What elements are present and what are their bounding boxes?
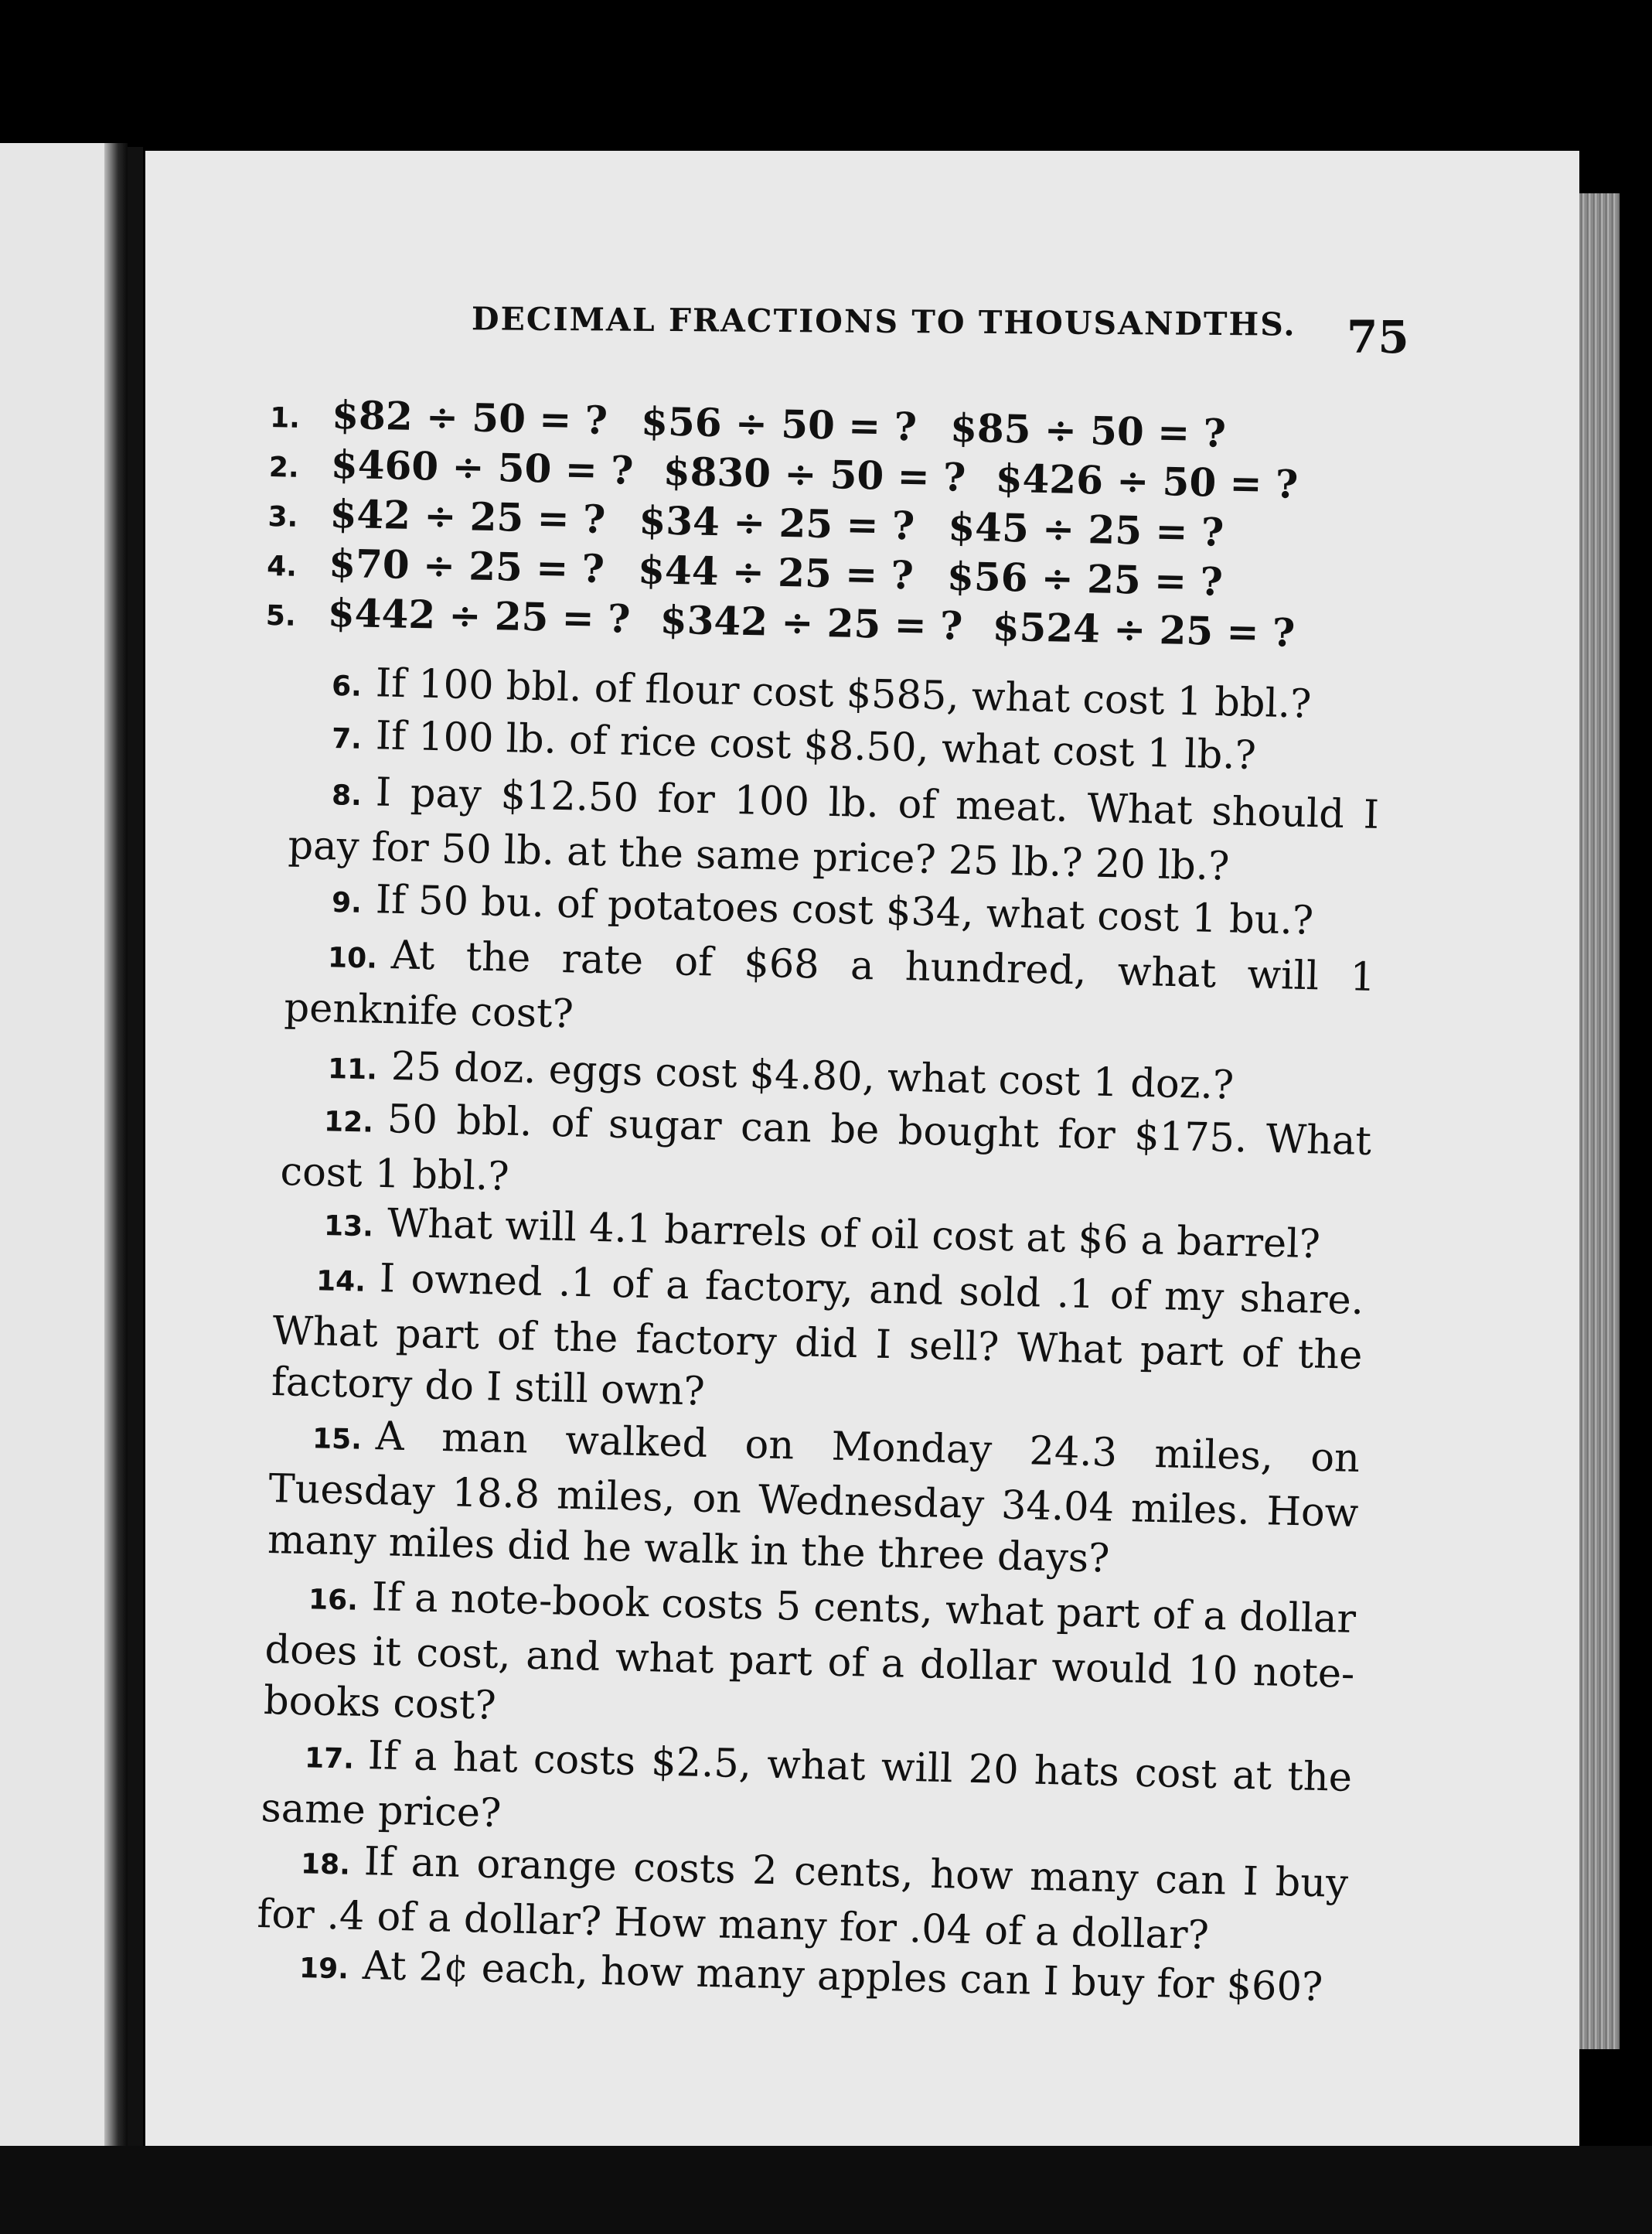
problem-number: 8. (331, 779, 363, 813)
division-expression: $85 ÷ 50 = ? (949, 404, 1227, 456)
division-expression: $56 ÷ 50 = ? (640, 398, 918, 450)
problem-number: 9. (331, 886, 363, 919)
problem-text: I pay $12.50 for 100 lb. of meat. What should I pay for 50 lb. at the same price? 25 lb.? 20 lb.? (287, 769, 1380, 890)
problem-number: 7. (331, 722, 363, 755)
problem-text: 50 bbl. of sugar can be bought for $175. What cost 1 bbl.? (279, 1097, 1372, 1200)
problem-text: If a note-book costs 5 cents, what part of a dollar does it cost, and what part of a dollar would 10 note-books cost? (263, 1574, 1357, 1729)
problem-number: 15. (312, 1423, 363, 1456)
problem-number: 6. (331, 670, 363, 703)
problem-number: 4. (266, 550, 298, 583)
running-head: DECIMAL FRACTIONS TO THOUSANDTHS. (471, 300, 1296, 343)
problem-number: 1. (269, 401, 301, 435)
problem-text: If 100 lb. of rice cost $8.50, what cost 1 lb.? (375, 713, 1257, 779)
problem-number: 18. (300, 1848, 351, 1881)
problem-number: 13. (323, 1209, 374, 1243)
problem-number: 11. (327, 1052, 378, 1086)
division-expression: $442 ÷ 25 = ? (327, 589, 632, 642)
problem-number: 17. (304, 1742, 355, 1775)
division-expression: $70 ÷ 25 = ? (328, 540, 605, 592)
division-expression: $460 ÷ 50 = ? (330, 441, 635, 493)
problem-14 (271, 1251, 1364, 1433)
problem-text: What will 4.1 barrels of oil cost at $6 a barrel? (387, 1200, 1321, 1268)
problem-number: 2. (268, 451, 300, 484)
division-expression: $830 ÷ 50 = ? (663, 448, 966, 500)
problem-number: 12. (323, 1106, 374, 1139)
division-expression: $56 ÷ 25 = ? (946, 553, 1224, 605)
problem-number: 3. (267, 500, 298, 534)
division-exercises (265, 391, 1375, 661)
problem-number: 14. (315, 1265, 366, 1298)
problem-text: At the rate of $68 a hundred, what will 1 penknife cost? (283, 933, 1376, 1038)
division-expression: $82 ÷ 50 = ? (331, 391, 608, 444)
problem-text: 25 doz. eggs cost $4.80, what cost 1 doz.? (390, 1043, 1235, 1109)
problem-text: If 50 bu. of potatoes cost $34, what cost 1 bu.? (375, 877, 1314, 944)
book-gutter (128, 147, 143, 2157)
left-page-edge (0, 143, 104, 2146)
problem-number: 10. (327, 942, 378, 975)
division-expression: $426 ÷ 50 = ? (995, 455, 1299, 507)
bottom-shadow (0, 2146, 1652, 2234)
division-expression: $342 ÷ 25 = ? (659, 596, 963, 649)
problem-text: If 100 bbl. of flour cost $585, what cost 1 bbl.? (375, 660, 1313, 728)
division-expression: $44 ÷ 25 = ? (637, 547, 915, 599)
problem-text: If an orange costs 2 cents, how many can I buy for .4 of a dollar? How many for .04 of a dollar? (256, 1839, 1349, 1959)
division-expression: $524 ÷ 25 = ? (992, 603, 1296, 656)
problem-15 (267, 1409, 1360, 1591)
problem-text: At 2¢ each, how many apples can I buy for $60? (362, 1942, 1323, 2011)
problem-16 (263, 1570, 1356, 1751)
problem-text: I owned .1 of a factory, and sold .1 of my share. What part of the factory did I sell? What part of the factory do I still own? (271, 1256, 1364, 1415)
page-edge-stack (1579, 193, 1620, 2049)
problem-text: A man walked on Monday 24.3 miles, on Tuesday 18.8 miles, on Wednesday 34.04 miles. How many miles did he walk in the three days? (267, 1414, 1361, 1582)
problem-number: 16. (308, 1584, 359, 1617)
left-page-shadow (104, 143, 128, 2177)
problem-text: If a hat costs $2.5, what will 20 hats cost at the same price? (260, 1733, 1353, 1837)
division-expression: $42 ÷ 25 = ? (329, 490, 606, 543)
division-expression: $34 ÷ 25 = ? (638, 497, 915, 549)
problem-number: 5. (265, 599, 297, 633)
division-expression: $45 ÷ 25 = ? (947, 503, 1225, 555)
page-number: 75 (1347, 311, 1409, 363)
problem-number: 19. (298, 1952, 349, 1986)
